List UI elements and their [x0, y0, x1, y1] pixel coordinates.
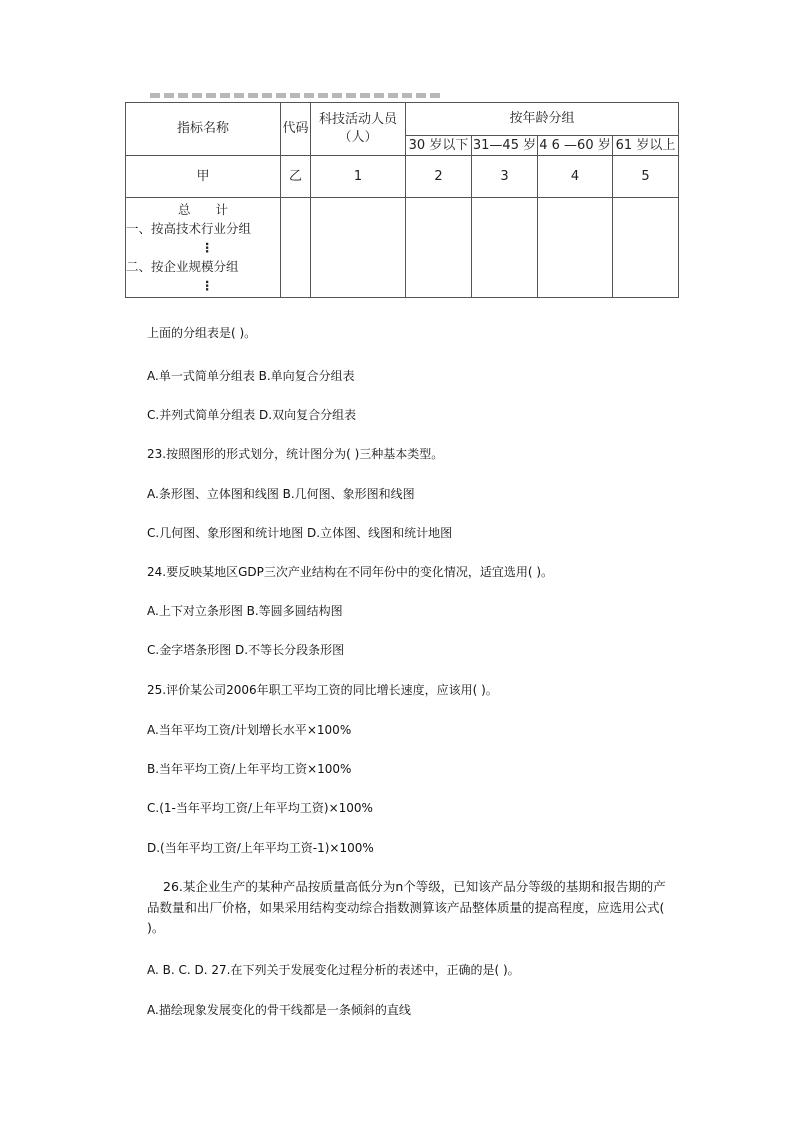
header-people: 科技活动人员（人）	[311, 103, 406, 156]
age-col: 61 岁以上	[613, 136, 679, 156]
grouping-table	[125, 102, 679, 298]
option-text: C.(1-当年平均工资/上年平均工资)×100%	[147, 801, 373, 815]
option-text: A.描绘现象发展变化的骨干线都是一条倾斜的直线	[147, 1003, 411, 1017]
option-text: A.当年平均工资/计划增长水平×100%	[147, 723, 352, 737]
question-text: 上面的分组表是( )。	[147, 326, 257, 340]
option-text: A.单一式简单分组表 B.单向复合分组表	[147, 369, 355, 383]
header-name: 指标名称	[126, 103, 281, 156]
option-text: C.金字塔条形图 D.不等长分段条形图	[147, 643, 345, 657]
ellipsis: ⋮	[201, 278, 214, 293]
header-code: 代码	[281, 103, 311, 156]
option-text: C.并列式简单分组表 D.双向复合分组表	[147, 408, 357, 422]
question-text: 25.评价某公司2006年职工平均工资的同比增长速度，应该用( )。	[147, 683, 498, 697]
age-col: 31—45 岁	[472, 136, 538, 156]
option-text: C.几何图、象形图和统计地图 D.立体图、线图和统计地图	[147, 526, 453, 540]
question-26: 26.某企业生产的某种产品按质量高低分为n个等级，已知该产品分等级的基期和报告期的产品数量和出厂价格，如果采用结构变动综合指数测算该产品整体质量的提高程度，应选用公式( )。	[147, 879, 666, 935]
empty-cell	[311, 198, 406, 298]
group-2-label: 二、按企业规模分组	[126, 259, 239, 274]
row-label: 甲	[126, 156, 281, 198]
row-label: 乙	[281, 156, 311, 198]
row-label: 4	[538, 156, 613, 198]
row-label: 5	[613, 156, 679, 198]
empty-cell	[281, 198, 311, 298]
empty-cell	[613, 198, 679, 298]
total-label: 总 计	[177, 202, 228, 217]
question-text: 24.要反映某地区GDP三次产业结构在不同年份中的变化情况，适宜选用( )。	[147, 565, 554, 579]
question-27: A. B. C. D. 27.在下列关于发展变化过程分析的表述中，正确的是( )。	[147, 963, 520, 977]
empty-cell	[472, 198, 538, 298]
question-text: 23.按照图形的形式划分，统计图分为( )三种基本类型。	[147, 447, 444, 461]
group-1-label: 一、按高技术行业分组	[126, 221, 252, 236]
option-text: B.当年平均工资/上年平均工资×100%	[147, 762, 352, 776]
row-label: 1	[311, 156, 406, 198]
row-label: 2	[406, 156, 472, 198]
option-text: A.上下对立条形图 B.等圆多圆结构图	[147, 604, 343, 618]
body-labels	[126, 198, 281, 298]
row-label: 3	[472, 156, 538, 198]
option-text: D.(当年平均工资/上年平均工资-1)×100%	[147, 841, 374, 855]
cropped-caption	[150, 93, 440, 98]
age-col: 30 岁以下	[406, 136, 472, 156]
empty-cell	[406, 198, 472, 298]
header-age: 按年龄分组	[406, 103, 679, 136]
empty-cell	[538, 198, 613, 298]
age-col: 4 6 —60 岁	[538, 136, 613, 156]
ellipsis: ⋮	[201, 240, 214, 255]
option-text: A.条形图、立体图和线图 B.几何图、象形图和线图	[147, 487, 415, 501]
